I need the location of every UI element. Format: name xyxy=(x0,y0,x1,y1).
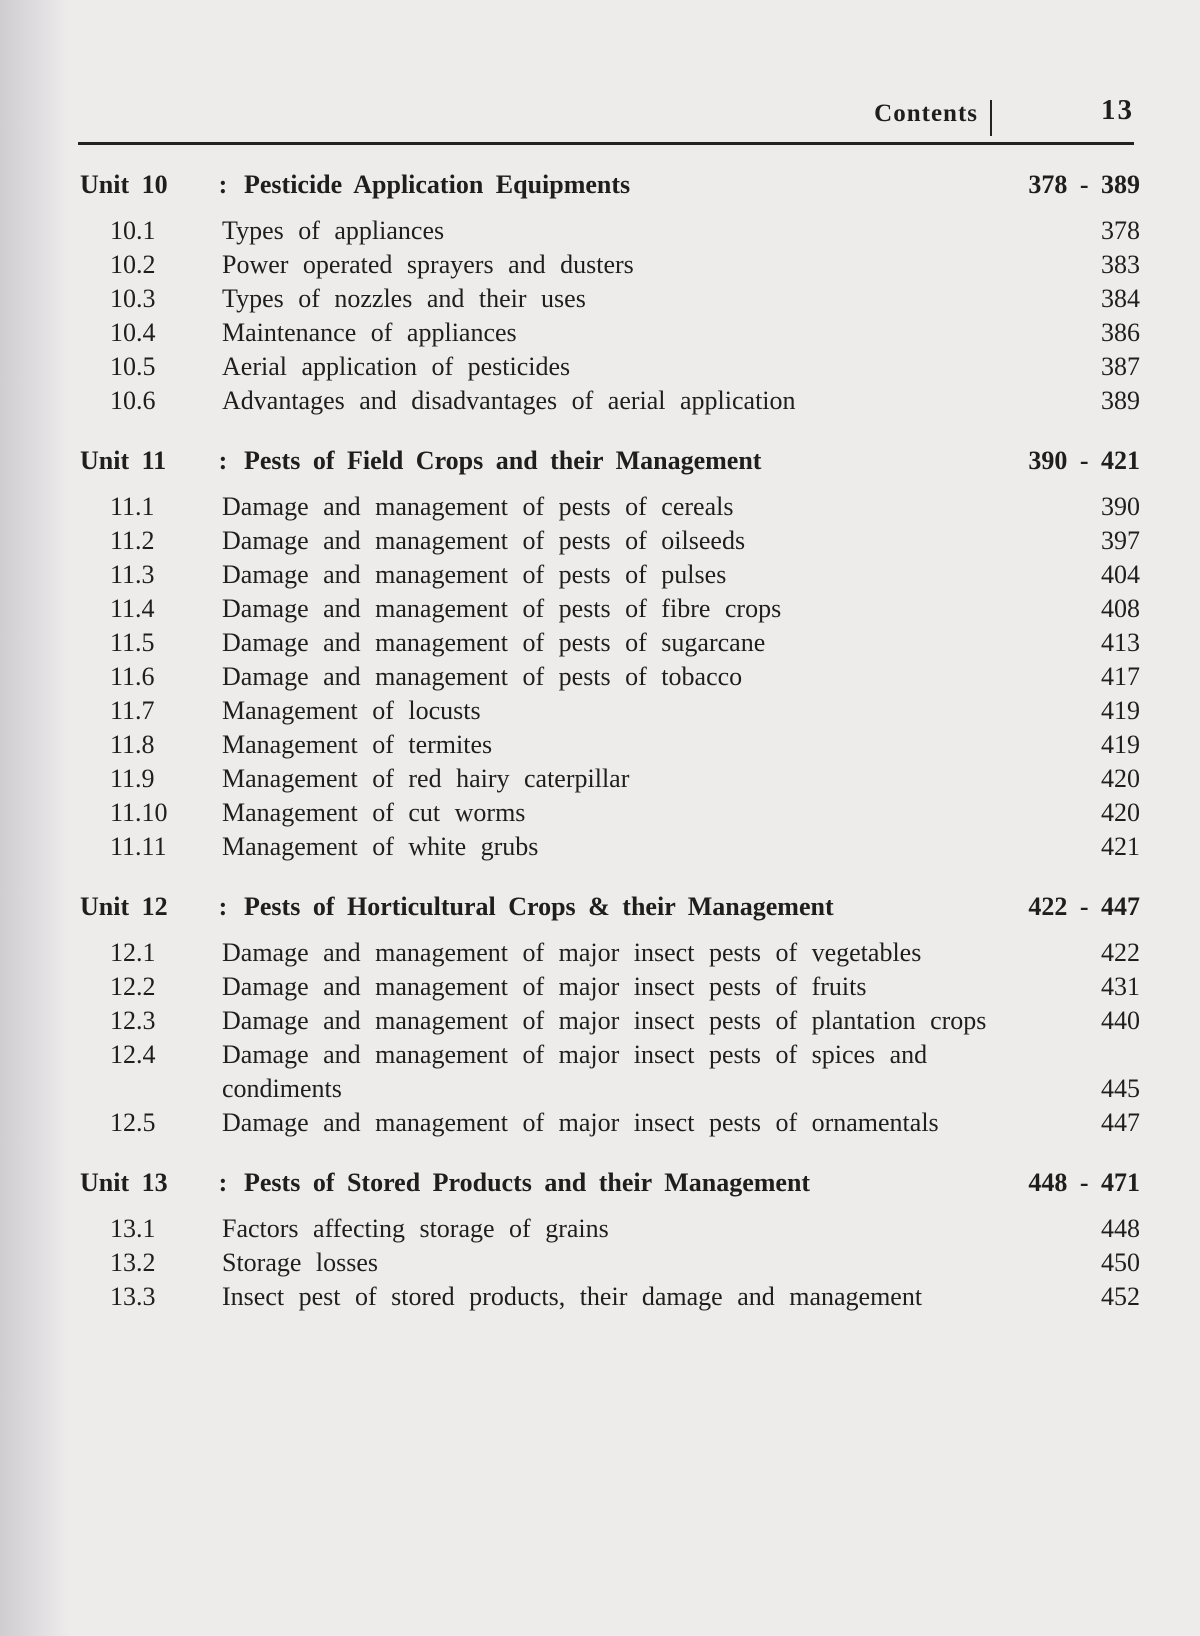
toc-entry xyxy=(80,1004,1140,1038)
unit-page-range: 390 - 421 xyxy=(1028,446,1140,475)
entry-number: 11.7 xyxy=(110,696,155,725)
entry-page: 421 xyxy=(1101,832,1140,861)
entry-title: Damage and management of major insect pests of spices and condiments xyxy=(222,1040,928,1103)
entry-page: 378 xyxy=(1101,216,1140,245)
toc-unit xyxy=(80,446,1140,864)
entry-number: 11.1 xyxy=(110,492,155,521)
entry-page: 422 xyxy=(1101,938,1140,967)
entry-title: Factors affecting storage of grains xyxy=(222,1214,609,1243)
entry-number: 12.2 xyxy=(110,972,156,1001)
entry-number: 11.6 xyxy=(110,662,155,691)
toc-entry xyxy=(80,1280,1140,1314)
toc-entry xyxy=(80,694,1140,728)
entry-page: 431 xyxy=(1101,972,1140,1001)
entry-title: Insect pest of stored products, their damage and management xyxy=(222,1282,923,1311)
entry-title: Management of termites xyxy=(222,730,493,759)
header-separator xyxy=(990,100,992,136)
entry-number: 11.11 xyxy=(110,832,167,861)
entry-number: 12.5 xyxy=(110,1108,156,1137)
entry-page: 445 xyxy=(1101,1074,1140,1103)
entry-title: Types of appliances xyxy=(222,216,445,245)
toc-entry xyxy=(80,316,1140,350)
entry-page: 384 xyxy=(1101,284,1140,313)
toc-entry xyxy=(80,1212,1140,1246)
entry-title: Damage and management of pests of tobacco xyxy=(222,662,743,691)
unit-title: Pests of Horticultural Crops & their Management xyxy=(244,892,834,921)
entry-title: Management of locusts xyxy=(222,696,481,725)
entry-title: Damage and management of pests of sugarcane xyxy=(222,628,766,657)
entry-number: 10.6 xyxy=(110,386,156,415)
entry-number: 10.1 xyxy=(110,216,156,245)
entry-number: 11.2 xyxy=(110,526,155,555)
entry-number: 13.2 xyxy=(110,1248,156,1277)
toc-entry xyxy=(80,558,1140,592)
entry-page: 420 xyxy=(1101,764,1140,793)
unit-label: Unit 10 xyxy=(80,170,168,199)
entry-number: 10.4 xyxy=(110,318,156,347)
toc-entry xyxy=(80,796,1140,830)
unit-title: Pests of Field Crops and their Management xyxy=(244,446,762,475)
toc-entry xyxy=(80,592,1140,626)
entry-title: Damage and management of major insect pests of ornamentals xyxy=(222,1108,939,1137)
unit-colon: : xyxy=(218,446,228,475)
toc-entry xyxy=(80,490,1140,524)
entry-page: 419 xyxy=(1101,696,1140,725)
entry-title: Advantages and disadvantages of aerial application xyxy=(222,386,796,415)
toc-entry xyxy=(80,626,1140,660)
entry-page: 383 xyxy=(1101,250,1140,279)
unit-heading xyxy=(80,446,1140,490)
table-of-contents xyxy=(80,170,1140,1342)
unit-title: Pests of Stored Products and their Management xyxy=(244,1168,811,1197)
unit-heading xyxy=(80,1168,1140,1212)
entry-number: 12.1 xyxy=(110,938,156,967)
entry-page: 447 xyxy=(1101,1108,1140,1137)
toc-entry xyxy=(80,282,1140,316)
entry-page: 420 xyxy=(1101,798,1140,827)
entry-title: Power operated sprayers and dusters xyxy=(222,250,634,279)
unit-heading xyxy=(80,170,1140,214)
toc-entry xyxy=(80,1246,1140,1280)
entry-page: 389 xyxy=(1101,386,1140,415)
unit-colon: : xyxy=(218,892,228,921)
entry-title: Management of cut worms xyxy=(222,798,526,827)
running-head: Contents xyxy=(874,100,978,127)
toc-entry xyxy=(80,970,1140,1004)
entry-number: 11.4 xyxy=(110,594,155,623)
toc-entry xyxy=(80,524,1140,558)
entry-page: 408 xyxy=(1101,594,1140,623)
toc-entry xyxy=(80,660,1140,694)
entry-page: 390 xyxy=(1101,492,1140,521)
entry-title: Types of nozzles and their uses xyxy=(222,284,586,313)
toc-entry xyxy=(80,936,1140,970)
entry-page: 386 xyxy=(1101,318,1140,347)
toc-unit xyxy=(80,892,1140,1140)
entry-title: Damage and management of major insect pests of vegetables xyxy=(222,938,922,967)
entry-page: 387 xyxy=(1101,352,1140,381)
entry-page: 404 xyxy=(1101,560,1140,589)
toc-unit xyxy=(80,170,1140,418)
toc-entry xyxy=(80,350,1140,384)
entry-page: 448 xyxy=(1101,1214,1140,1243)
unit-page-range: 448 - 471 xyxy=(1028,1168,1140,1197)
header-rule xyxy=(78,142,1134,145)
toc-entry xyxy=(80,384,1140,418)
entry-title: Damage and management of major insect pests of plantation crops xyxy=(222,1006,987,1035)
entry-title: Management of red hairy caterpillar xyxy=(222,764,630,793)
entry-number: 11.10 xyxy=(110,798,168,827)
entry-title: Damage and management of pests of cereals xyxy=(222,492,734,521)
entry-number: 11.3 xyxy=(110,560,155,589)
entry-title: Damage and management of major insect pests of fruits xyxy=(222,972,867,1001)
unit-page-range: 378 - 389 xyxy=(1028,170,1140,199)
entry-title: Management of white grubs xyxy=(222,832,539,861)
unit-label: Unit 13 xyxy=(80,1168,168,1197)
toc-entry xyxy=(80,762,1140,796)
entry-number: 13.3 xyxy=(110,1282,156,1311)
entry-page: 413 xyxy=(1101,628,1140,657)
entry-number: 10.3 xyxy=(110,284,156,313)
entry-number: 11.9 xyxy=(110,764,155,793)
entry-number: 12.4 xyxy=(110,1040,156,1069)
entry-title: Damage and management of pests of pulses xyxy=(222,560,727,589)
entry-number: 11.5 xyxy=(110,628,155,657)
toc-entry xyxy=(80,830,1140,864)
unit-label: Unit 12 xyxy=(80,892,168,921)
entry-title: Damage and management of pests of oilseeds xyxy=(222,526,746,555)
page-number: 13 xyxy=(1101,94,1134,126)
unit-title: Pesticide Application Equipments xyxy=(244,170,631,199)
unit-heading xyxy=(80,892,1140,936)
toc-entry xyxy=(80,214,1140,248)
entry-page: 450 xyxy=(1101,1248,1140,1277)
entry-title: Maintenance of appliances xyxy=(222,318,517,347)
entry-page: 419 xyxy=(1101,730,1140,759)
unit-colon: : xyxy=(218,1168,228,1197)
entry-title: Damage and management of pests of fibre crops xyxy=(222,594,782,623)
unit-colon: : xyxy=(218,170,228,199)
entry-number: 10.5 xyxy=(110,352,156,381)
page-header xyxy=(78,92,1134,144)
entry-page: 440 xyxy=(1101,1006,1140,1035)
entry-title: Storage losses xyxy=(222,1248,379,1277)
entry-page: 452 xyxy=(1101,1282,1140,1311)
toc-unit xyxy=(80,1168,1140,1314)
entry-number: 12.3 xyxy=(110,1006,156,1035)
entry-number: 11.8 xyxy=(110,730,155,759)
entry-number: 10.2 xyxy=(110,250,156,279)
entry-page: 417 xyxy=(1101,662,1140,691)
toc-entry xyxy=(80,248,1140,282)
toc-entry xyxy=(80,1038,1140,1106)
toc-entry xyxy=(80,1106,1140,1140)
toc-entry xyxy=(80,728,1140,762)
entry-page: 397 xyxy=(1101,526,1140,555)
entry-number: 13.1 xyxy=(110,1214,156,1243)
entry-title: Aerial application of pesticides xyxy=(222,352,571,381)
unit-label: Unit 11 xyxy=(80,446,167,475)
unit-page-range: 422 - 447 xyxy=(1028,892,1140,921)
